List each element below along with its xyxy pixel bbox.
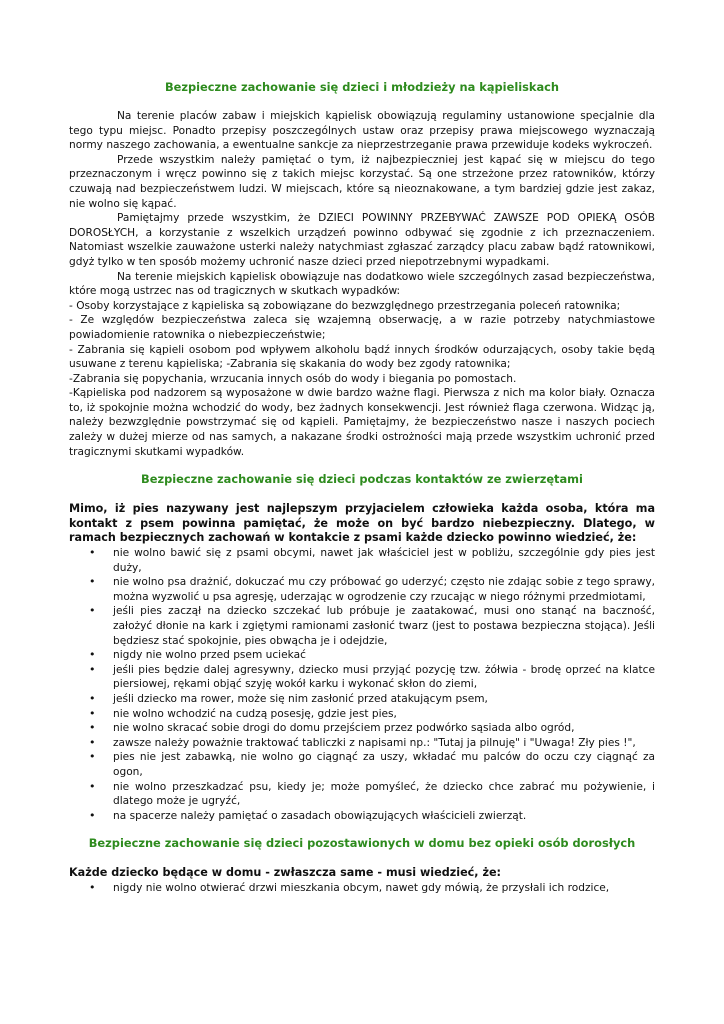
section-1-paragraph: Na terenie miejskich kąpielisk obowiązuje nas dodatkowo wiele szczególnych zasad bezpieczeństwa, które mogą ustrzec nas od tragicznych w skutkach wypadków: — [69, 270, 655, 298]
bathing-rule: -Zabrania się popychania, wrzucania innych osób do wody i biegania po pomostach. — [69, 372, 517, 385]
bathing-rule: - Osoby korzystające z kąpieliska są zobowiązane do bezwzględnego przestrzegania poleceń ratownika; — [69, 299, 621, 312]
list-item: • pies nie jest zabawką, nie wolno go ciągnąć za uszy, wkładać mu palców do oczu czy ciągnąć za ogon, — [69, 750, 655, 779]
list-item: • nigdy nie wolno przed psem uciekać — [69, 648, 655, 663]
section-1-paragraph: Na terenie placów zabaw i miejskich kąpielisk obowiązują regulaminy ustanowione specjalnie dla tego typu miejsc. Ponadto przepisy poszczególnych ustaw oraz przepisy prawa miejscowego wyznaczają normy naszego zachowania, a ewentualne sankcje za nieprzestrzeganie prawa przewiduje kodeks wykroczeń. — [69, 110, 655, 152]
list-item: • nigdy nie wolno otwierać drzwi mieszkania obcym, nawet gdy mówią, że przysłali ich rodzice, — [69, 881, 655, 896]
section-3-title: Bezpieczne zachowanie się dzieci pozostawionych w domu bez opieki osób dorosłych — [88, 836, 636, 851]
list-item: • zawsze należy poważnie traktować tabliczki z napisami np.: "Tutaj ja pilnuję" i "Uwaga! Zły pies !", — [69, 736, 655, 751]
section-1-paragraph: Przede wszystkim należy pamiętać o tym, iż najbezpieczniej jest kąpać się w miejscu do tego przeznaczonym i wręcz powinno się z takich miejsc korzystać. Są one strzeżone przez ratowników, którzy czuwają nad bezpieczeństwem ludzi. W miejscach, które są nieoznakowane, a tym bardziej gdzie jest zakaz, nie wolno się kąpać. — [69, 153, 655, 210]
list-item: • jeśli dziecko ma rower, może się nim zasłonić przed atakującym psem, — [69, 692, 655, 707]
list-item: • nie wolno przeszkadzać psu, kiedy je; może pomyśleć, że dziecko chce zabrać mu pożywienie, i dlatego może je ugryźć, — [69, 780, 655, 809]
dog-safety-list — [69, 546, 655, 823]
document-page — [69, 80, 655, 896]
section-1-paragraph: Pamiętajmy przede wszystkim, że DZIECI POWINNY PRZEBYWAĆ ZAWSZE POD OPIEKĄ OSÓB DOROSŁYCH, a korzystanie z wszelkich urządzeń powinno odbywać się zgodnie z ich przeznaczeniem. Natomiast wszelkie zauważone usterki należy natychmiast zgłaszać zarządcy placu zabaw bądź ratownikowi, gdyż tylko w ten sposób możemy uchronić nasze dzieci przed niepotrzebnymi wypadkami. — [69, 212, 655, 268]
list-item: • jeśli pies zaczął na dziecko szczekać lub próbuje je zaatakować, musi ono stanąć na baczność, założyć dłonie na kark i zgiętymi ramionami zasłonić twarz (jest to postawa bezpieczna stojąca). Jeśli będziesz stać spokojnie, pies obwącha je i odejdzie, — [69, 604, 655, 648]
section-2-title: Bezpieczne zachowanie się dzieci podczas kontaktów ze zwierzętami — [141, 472, 583, 487]
list-item: • nie wolno bawić się z psami obcymi, nawet jak właściciel jest w pobliżu, szczególnie gdy pies jest duży, — [69, 546, 655, 575]
bathing-rule: - Ze względów bezpieczeństwa zaleca się wzajemną obserwację, a w razie potrzeby natychmiastowe powiadomienie ratownika o niebezpieczeństwie; — [69, 314, 655, 341]
section-1-title: Bezpieczne zachowanie się dzieci i młodzieży na kąpieliskach — [164, 80, 560, 94]
list-item: • nie wolno skracać sobie drogi do domu przejściem przez podwórko sąsiada albo ogród, — [69, 721, 655, 736]
list-item: • jeśli pies będzie dalej agresywny, dziecko musi przyjąć pozycję tzw. żółwia - brodę oprzeć na klatce piersiowej, rękami objąć szyję wokół karku i wykonać skłon do ziemi, — [69, 663, 655, 692]
home-safety-list — [69, 881, 655, 896]
section-3-intro: Każde dziecko będące w domu - zwłaszcza same - musi wiedzieć, że: — [69, 866, 502, 880]
bathing-rule: -Kąpieliska pod nadzorem są wyposażone w dwie bardzo ważne flagi. Pierwsza z nich ma kolor biały. Oznacza to, iż spokojnie można wchodzić do wody, bez żadnych konsekwencji. Jest również flaga czerwona. Widząc ją, należy bezwzględnie powstrzymać się od kąpieli. Pamiętajmy, że bezpieczeństwo nasze i naszych pociech zależy w dużej mierze od nas samych, a nakazane środki ostrożności mają przede wszystkim uchronić przed tragicznymi skutkami wypadków. — [69, 387, 655, 458]
list-item: • na spacerze należy pamiętać o zasadach obowiązujących właścicieli zwierząt. — [69, 809, 655, 824]
section-2-intro: Mimo, iż pies nazywany jest najlepszym przyjacielem człowieka każda osoba, która ma kontakt z psem powinna pamiętać, że może on być bardzo niebezpieczny. Dlatego, w ramach bezpiecznych zachowań w kontakcie z psami każde dziecko powinno wiedzieć, że: — [69, 502, 655, 545]
list-item: • nie wolno wchodzić na cudzą posesję, gdzie jest pies, — [69, 707, 655, 722]
list-item: • nie wolno psa drażnić, dokuczać mu czy próbować go uderzyć; często nie zdając sobie z tego sprawy, można wyzwolić u psa agresję, uderzając w ogrodzenie czy rzucając w niego różnymi przedmiotami, — [69, 575, 655, 604]
bathing-rule: - Zabrania się kąpieli osobom pod wpływem alkoholu bądź innych środków odurzających, osoby takie będą usuwane z terenu kąpieliska; -Zabrania się skakania do wody bez zgody ratownika; — [69, 343, 655, 371]
